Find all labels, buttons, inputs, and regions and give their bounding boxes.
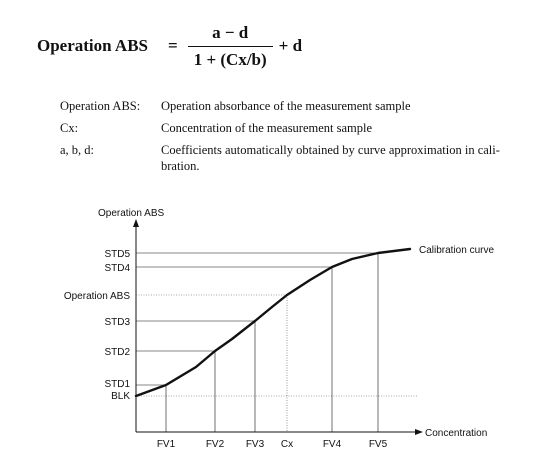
y-tick-label: STD5 <box>104 249 130 260</box>
formula-numerator: a − d <box>212 22 249 42</box>
y-tick-label: STD4 <box>104 263 130 274</box>
curve-label: Calibration curve <box>419 245 495 256</box>
formula-denominator: 1 + (Cx/b) <box>193 49 267 69</box>
y-axis-title: Operation ABS <box>98 208 165 219</box>
y-tick-label: STD2 <box>104 347 130 358</box>
definition-desc: Operation absorbance of the measurement sample <box>161 99 411 113</box>
definition-term: Cx: <box>60 121 79 135</box>
y-tick-label: Operation ABS <box>63 291 130 302</box>
definition-term: a, b, d: <box>60 143 95 157</box>
y-tick-label: STD3 <box>104 317 130 328</box>
y-tick-label: BLK <box>111 391 130 402</box>
y-tick-label: STD1 <box>104 379 130 390</box>
x-tick-label: FV1 <box>156 439 176 450</box>
x-axis-title: Concentration <box>425 428 488 439</box>
x-tick-label: FV3 <box>245 439 265 450</box>
formula-lhs: Operation ABS <box>37 36 148 55</box>
definition-desc: Concentration of the measurement sample <box>161 121 373 135</box>
formula-equals: = <box>168 36 178 55</box>
x-tick-label: FV4 <box>322 439 342 450</box>
x-axis-arrow <box>415 429 423 435</box>
definition-desc: Coefficients automatically obtained by curve approximation in cali-bration. <box>161 143 500 173</box>
definition-term: Operation ABS: <box>60 99 141 113</box>
calibration-curve <box>136 249 410 396</box>
y-axis-arrow <box>133 219 139 227</box>
x-tick-label: FV5 <box>368 439 388 450</box>
x-tick-label: FV2 <box>205 439 225 450</box>
x-tick-label: Cx <box>280 439 294 450</box>
formula-tail: + d <box>278 36 303 55</box>
